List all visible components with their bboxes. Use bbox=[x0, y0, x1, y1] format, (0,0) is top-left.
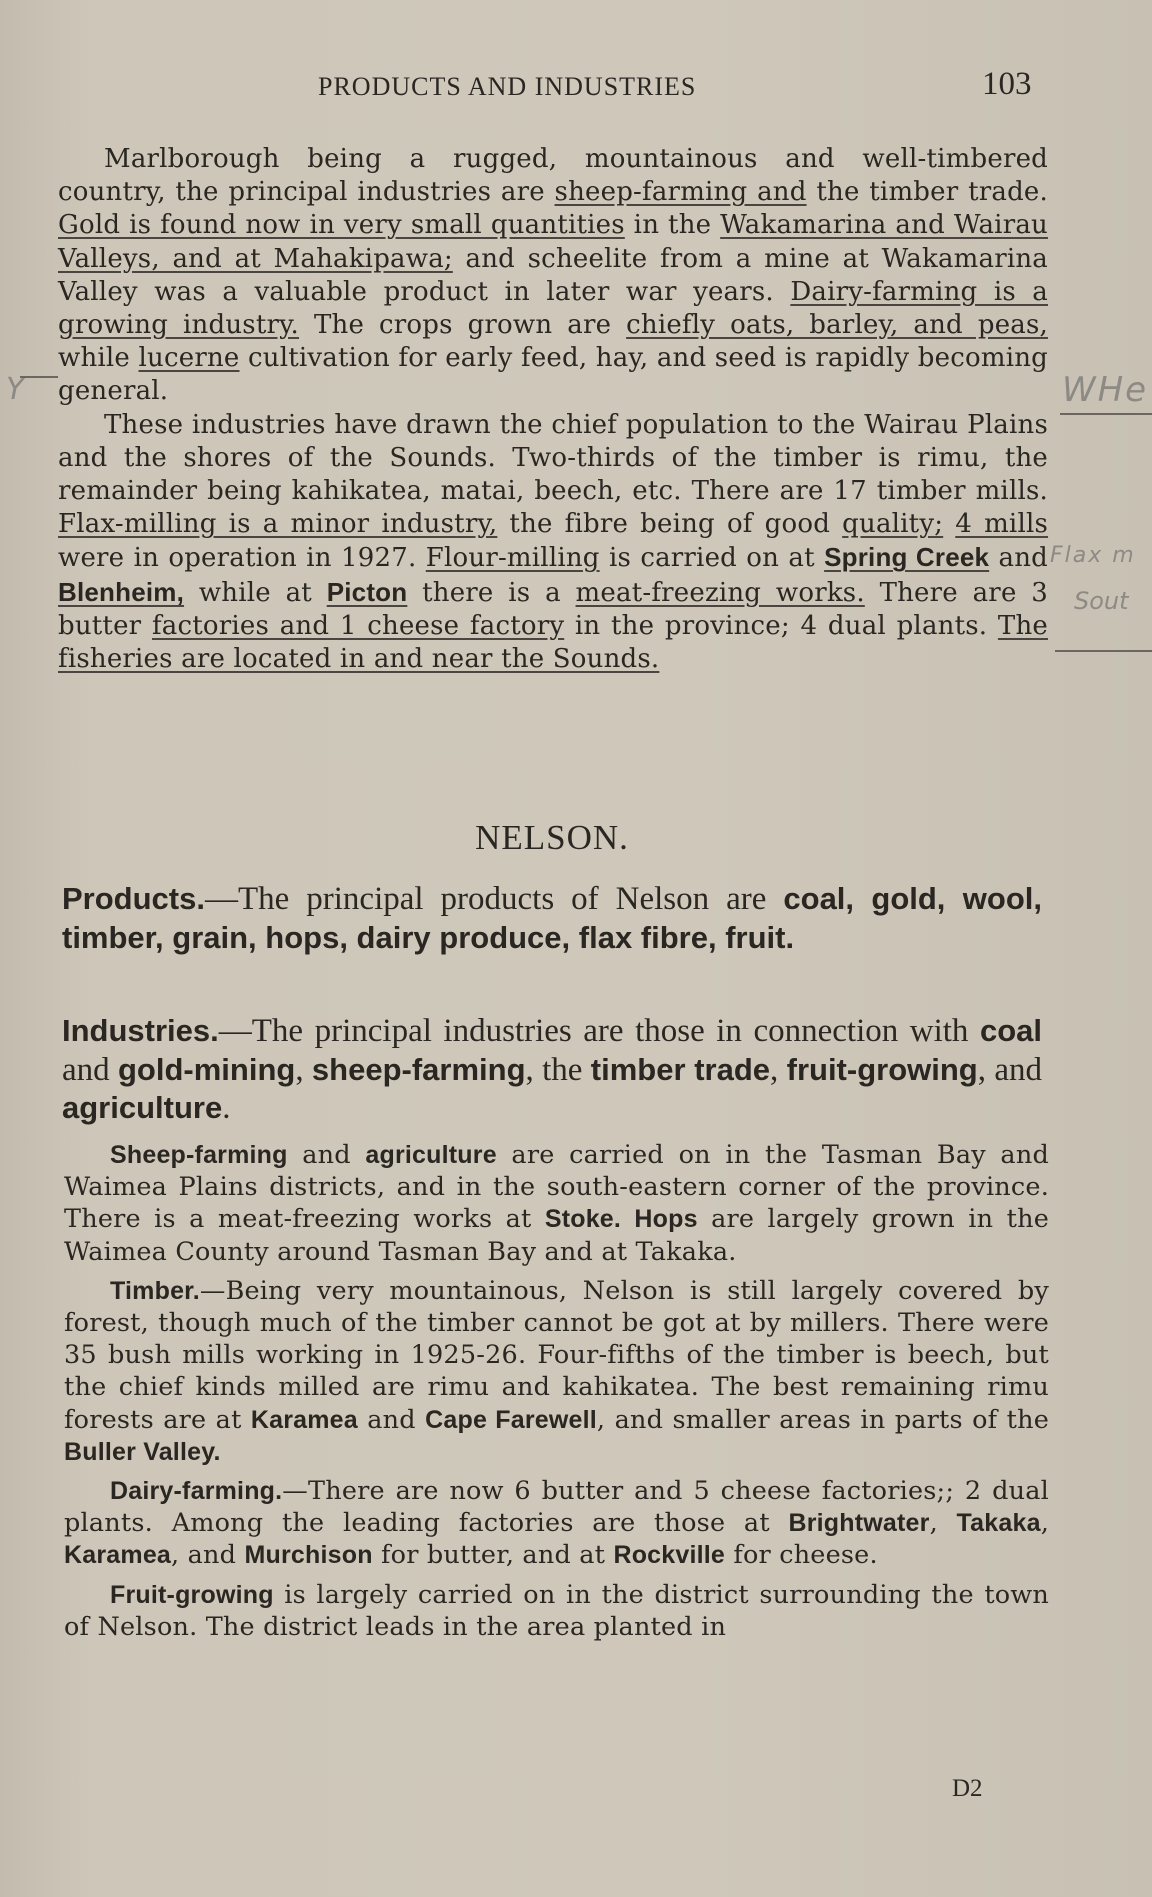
sheep-farming-paragraph: Sheep-farming and agriculture are carried on in the Tasman Bay and Waimea Plains districts, and in the south-eastern corner of the province. There is a meat-freezing works at Stoke. Hops are largely grown in the Waimea County around Tasman Bay and at Takaka. bbox=[64, 1140, 1049, 1267]
fruit-growing-paragraph: Fruit-growing is largely carried on in the district surrounding the town of Nelson. The district leads in the area planted in bbox=[64, 1579, 1049, 1642]
dairy-farming-paragraph: Dairy-farming.—There are now 6 butter and 5 cheese factories;; 2 dual plants. Among the leading factories are those at Brightwater, Takaka, Karamea, and Murchison for butter, and at Rockville for cheese. bbox=[64, 1476, 1049, 1571]
signature-mark: D2 bbox=[952, 1775, 983, 1802]
marlborough-paragraph-2: These industries have drawn the chief population to the Wairau Plains and the shores of the Sounds. Two-thirds of the timber is rimu, the remainder being kahikatea, matai, beech, etc. There are 17 timber mills. Flax-milling is a minor industry, the fibre being of good quality; 4 mills were in operation in 1927. Flour-milling is carried on at Spring Creek and Blenheim, while at Picton there is a meat-freezing works. There are 3 butter factories and 1 cheese factory in the province; 4 dual plants. The fisheries are located in and near the Sounds. bbox=[58, 409, 1049, 675]
margin-note-right-1: WHe bbox=[1062, 370, 1149, 410]
margin-note-right-3: Sout bbox=[1074, 587, 1129, 615]
page-number: 103 bbox=[982, 66, 1032, 102]
margin-note-right-2: Flax m bbox=[1050, 543, 1136, 568]
timber-paragraph: Timber.—Being very mountainous, Nelson is still largely covered by forest, though much of the timber cannot be got at by millers. There were 35 bush mills working in 1925-26. Four-fifths of the timber is beech, but the chief kinds milled are rimu and kahikatea. The best remaining rimu forests are at Karamea and Cape Farewell, and smaller areas in parts of the Buller Valley. bbox=[64, 1275, 1049, 1466]
margin-note-left: Y bbox=[6, 372, 25, 407]
nelson-heading: NELSON. bbox=[475, 818, 629, 857]
nelson-industries-paragraph: Industries.—The principal industries are those in connection with coal and gold-mining, sheep-farming, the timber trade, fruit-growing, and agriculture. bbox=[62, 1013, 1042, 1126]
running-head: PRODUCTS AND INDUSTRIES bbox=[318, 72, 697, 101]
nelson-products-paragraph: Products.—The principal products of Nelson are coal, gold, wool, timber, grain, hops, dairy produce, flax fibre, fruit. bbox=[62, 881, 1042, 955]
marlborough-paragraph-1: Marlborough being a rugged, mountainous and well-timbered country, the principal industries are sheep-farming and the timber trade. Gold is found now in very small quantities in the Wakamarina and Wairau Valleys, and at Mahakipawa; and scheelite from a mine at Wakamarina Valley was a valuable product in later war years. Dairy-farming is a growing industry. The crops grown are chiefly oats, barley, and peas, while lucerne cultivation for early feed, hay, and seed is rapidly becoming general. bbox=[58, 144, 1049, 407]
